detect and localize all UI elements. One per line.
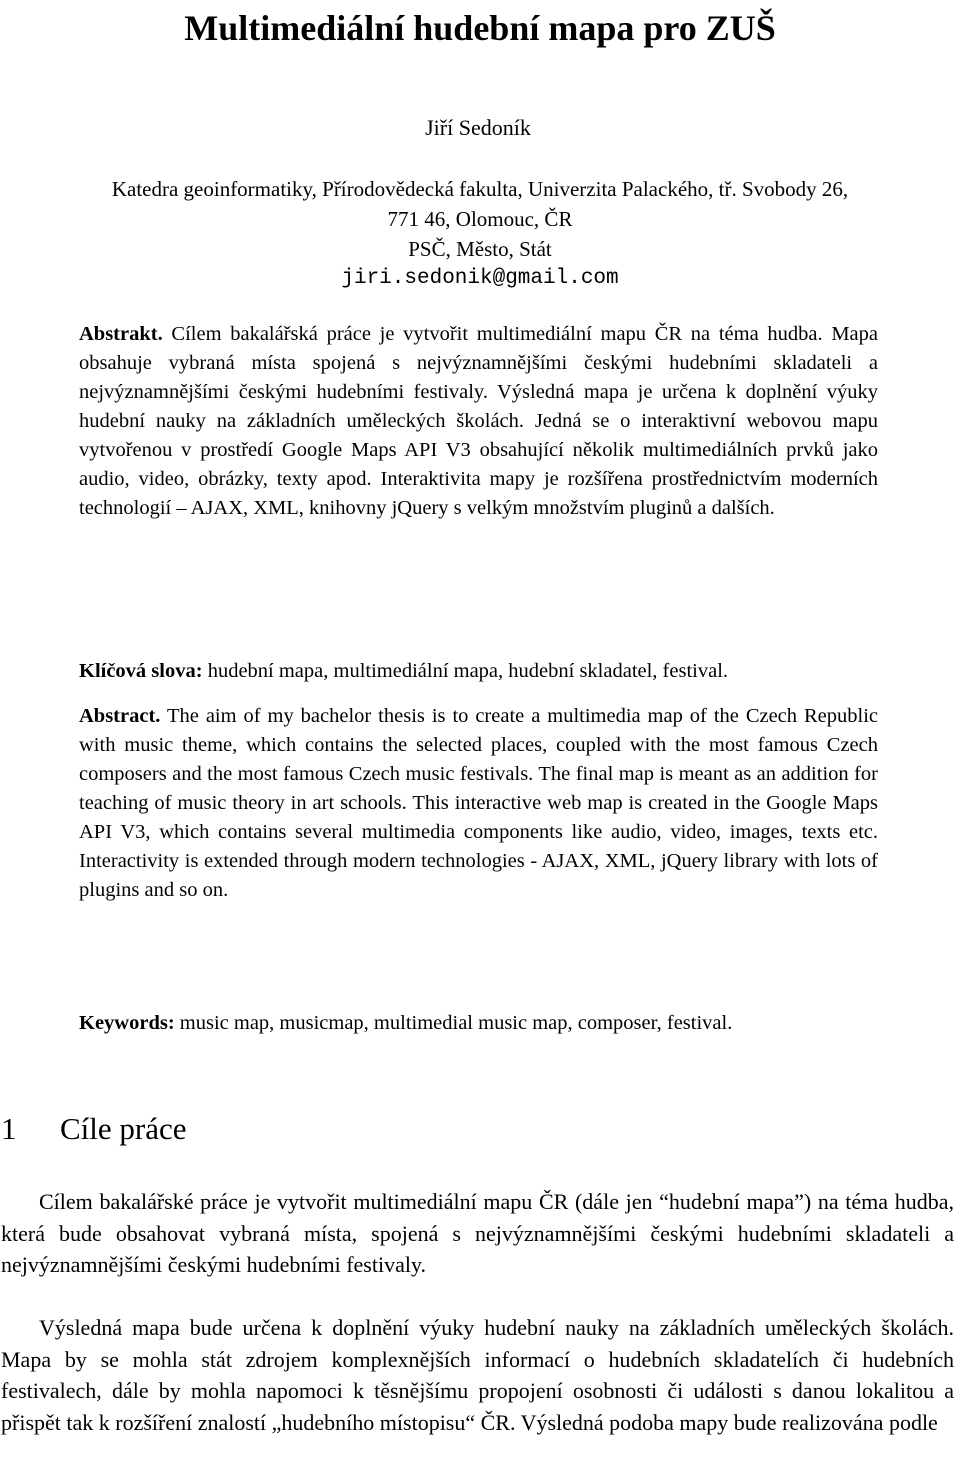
section-heading (1, 1108, 187, 1150)
section-title: Cíle práce (60, 1111, 187, 1146)
keywords-english-text: music map, musicmap, multimedial music map, composer, festival. (174, 1012, 733, 1034)
paper-title: Multimediální hudební mapa pro ZUŠ (184, 8, 776, 48)
abstract-english-label: Abstract. (79, 705, 161, 727)
keywords-czech (79, 657, 878, 686)
section-paragraph-2-text: Výsledná mapa bude určena k doplnění výuky hudební nauky na základních uměleckých školách. Mapa by se mohla stát zdrojem komplexnějších informací o hudebních skladatelích či hudebních festivalech, dále by mohla napomoci k těsnějšímu propojení osobnosti či události s danou lokalitou a přispět tak k rozšíření znalostí „hudebního místopisu“ ČR. Výsledná podoba mapy bude realizována podle (1, 1315, 954, 1435)
keywords-czech-text: hudební mapa, multimediální mapa, hudební skladatel, festival. (202, 660, 729, 682)
keywords-czech-label: Klíčová slova: (79, 660, 203, 682)
section-paragraph-1 (1, 1186, 954, 1281)
abstract-czech (79, 320, 878, 523)
keywords-english-label: Keywords: (79, 1012, 175, 1034)
section-number: 1 (1, 1111, 17, 1146)
abstract-czech-label: Abstrakt. (79, 323, 163, 345)
affiliation (0, 174, 960, 294)
abstract-english-text: The aim of my bachelor thesis is to create a multimedia map of the Czech Republic with music theme, which contains the selected places, coupled with the most famous Czech composers and the most famous Czech music festivals. The final map is meant as an addition for teaching of music theory in art schools. This interactive web map is created in the Google Maps API V3, which contains several multimedia components like audio, video, images, texts etc. Interactivity is extended through modern technologies - AJAX, XML, jQuery library with lots of plugins and so on. (79, 705, 878, 901)
section-paragraph-2 (1, 1312, 954, 1438)
affiliation-line-address: 771 46, Olomouc, ČR (387, 207, 573, 231)
author-email[interactable]: jiri.sedonik@gmail.com (341, 267, 619, 290)
affiliation-line-postal: PSČ, Město, Stát (408, 237, 552, 261)
abstract-english (79, 702, 878, 905)
abstract-czech-text: Cílem bakalářská práce je vytvořit multimediální mapu ČR na téma hudba. Mapa obsahuje vybraná místa spojená s nejvýznamnějšími českými hudebními skladateli a nejvýznamnějšími českými hudebními festivaly. Výsledná mapa je určena k doplnění výuky hudební nauky na základních uměleckých školách. Jedná se o interaktivní webovou mapu vytvořenou v prostředí Google Maps API V3 obsahující několik multimediálních prvků jako audio, video, obrázky, texty apod. Interaktivita mapy je rozšířena prostřednictvím moderních technologií – AJAX, XML, knihovny jQuery s velkým množstvím pluginů a dalších. (79, 323, 878, 519)
author-name: Jiří Sedoník (425, 115, 531, 140)
section-paragraph-1-text: Cílem bakalářské práce je vytvořit multimediální mapu ČR (dále jen “hudební mapa”) na téma hudba, která bude obsahovat vybraná místa, spojená s nejvýznamnějšími českými hudebními skladateli a nejvýznamnějšími českými hudebními festivaly. (1, 1189, 954, 1277)
keywords-english (79, 1009, 878, 1038)
affiliation-line-department: Katedra geoinformatiky, Přírodovědecká fakulta, Univerzita Palackého, tř. Svobody 26, (111, 177, 849, 201)
